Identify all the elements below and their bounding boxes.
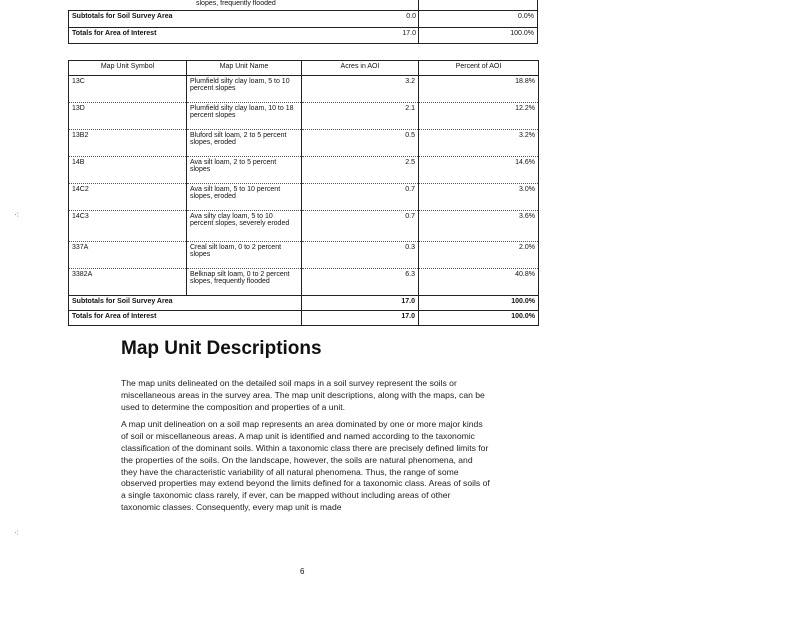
map-unit-name: Creal silt loam, 0 to 2 percent slopes [187,242,302,269]
map-unit-name: Belknap silt loam, 0 to 2 percent slopes, frequently flooded [187,269,302,296]
map-unit-symbol: 3382A [69,269,187,296]
fragment-total-row [68,28,538,42]
acres-in-aoi: 0.7 [302,184,419,211]
percent-of-aoi: 14.6% [419,157,539,184]
map-unit-name: Ava silt loam, 2 to 5 percent slopes [187,157,302,184]
percent-of-aoi: 12.2% [419,103,539,130]
percent-of-aoi: 2.0% [419,242,539,269]
map-unit-symbol: 14B [69,157,187,184]
map-unit-name: Plumfield silty clay loam, 10 to 18 percent slopes [187,103,302,130]
subtotal-acres: 17.0 [302,296,419,311]
map-unit-name: Bluford silt loam, 2 to 5 percent slopes, eroded [187,130,302,157]
map-unit-name: Ava silty clay loam, 5 to 10 percent slopes, severely eroded [187,211,302,242]
percent-of-aoi: 3.0% [419,184,539,211]
map-unit-symbol: 14C2 [69,184,187,211]
scan-mark: ⁖ [14,210,20,220]
fragment-total-label: Totals for Area of Interest [72,30,157,37]
map-unit-descriptions-section [121,338,491,520]
map-unit-legend-table [68,60,539,326]
acres-in-aoi: 3.2 [302,76,419,103]
fragment-subtotal-row [68,11,538,25]
fragment-total-acres: 17.0 [402,30,416,37]
table-row [69,103,539,130]
table-row [69,76,539,103]
map-unit-symbol: 13B2 [69,130,187,157]
fragment-subtotal-percent: 0.0% [518,13,534,20]
header-percent-of-aoi: Percent of AOI [419,61,539,76]
subtotal-row [69,296,539,311]
cut-off-map-unit-name: slopes, frequently flooded [196,0,276,7]
header-map-unit-name: Map Unit Name [187,61,302,76]
page-number: 6 [300,567,305,576]
table-row [69,184,539,211]
percent-of-aoi: 18.8% [419,76,539,103]
subtotal-percent: 100.0% [419,296,539,311]
fragment-subtotal-acres: 0.0 [406,13,416,20]
table-row [69,211,539,242]
percent-of-aoi: 3.6% [419,211,539,242]
fragment-subtotal-label: Subtotals for Soil Survey Area [72,13,173,20]
map-unit-name: Ava silt loam, 5 to 10 percent slopes, eroded [187,184,302,211]
subtotal-label: Subtotals for Soil Survey Area [69,296,302,311]
table-row [69,269,539,296]
header-map-unit-symbol: Map Unit Symbol [69,61,187,76]
total-label: Totals for Area of Interest [69,311,302,326]
scan-mark: ⁖ [14,528,20,538]
acres-in-aoi: 0.5 [302,130,419,157]
percent-of-aoi: 3.2% [419,130,539,157]
map-unit-symbol: 13D [69,103,187,130]
header-acres-in-aoi: Acres in AOI [302,61,419,76]
acres-in-aoi: 2.1 [302,103,419,130]
map-unit-symbol: 337A [69,242,187,269]
map-unit-symbol: 14C3 [69,211,187,242]
table-row [69,130,539,157]
section-title: Map Unit Descriptions [121,338,322,359]
total-row [69,311,539,326]
table-row [69,242,539,269]
map-unit-symbol: 13C [69,76,187,103]
percent-of-aoi: 40.8% [419,269,539,296]
table-header-row [69,61,539,76]
acres-in-aoi: 0.3 [302,242,419,269]
map-unit-name: Plumfield silty clay loam, 5 to 10 percent slopes [187,76,302,103]
acres-in-aoi: 0.7 [302,211,419,242]
total-percent: 100.0% [419,311,539,326]
acres-in-aoi: 2.5 [302,157,419,184]
table-row [69,157,539,184]
paragraph: The map units delineated on the detailed soil maps in a soil survey represent the soils or miscellaneous areas in the survey area. The map unit descriptions, along with the maps, can be used to determine the composition and properties of a unit. [121,378,485,412]
total-acres: 17.0 [302,311,419,326]
fragment-total-percent: 100.0% [510,30,534,37]
acres-in-aoi: 6.3 [302,269,419,296]
paragraph: A map unit delineation on a soil map represents an area dominated by one or more major kinds of soil or miscellaneous areas. A map unit is identified and named according to the taxonomic classification of the dominant soils. Within a taxonomic class there are precisely defined limits for the properties of the soils. On the landscape, however, the soils are natural phenomena, and they have the characteristic variability of all natural phenomena. Thus, the range of some observed properties may extend beyond the limits defined for a taxonomic class. Areas of soils of a single taxonomic class rarely, if ever, can be mapped without including areas of other taxonomic classes. Consequently, every map unit is made [121,419,490,512]
